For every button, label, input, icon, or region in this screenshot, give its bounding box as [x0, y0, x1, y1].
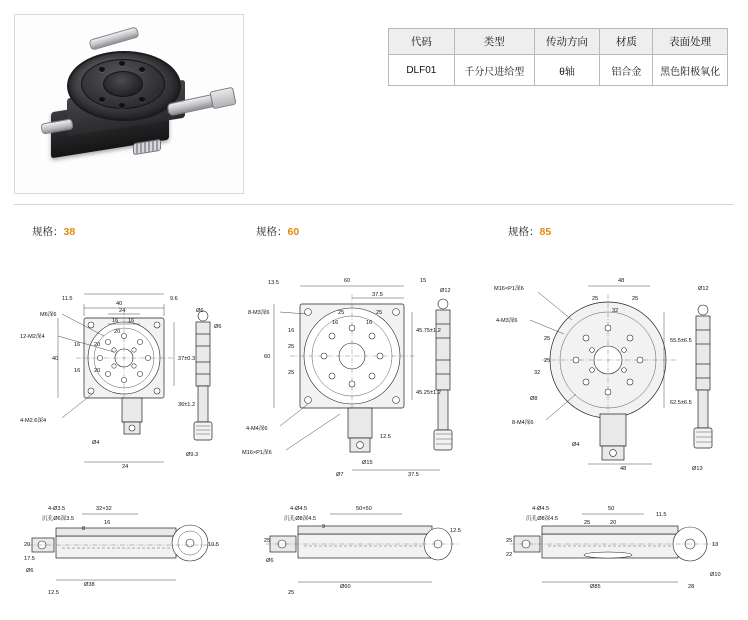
- svg-text:Ø13: Ø13: [692, 466, 703, 472]
- svg-text:25: 25: [264, 538, 271, 544]
- svg-text:25: 25: [544, 358, 551, 364]
- svg-text:4-Ø3.5: 4-Ø3.5: [48, 506, 66, 512]
- th-code: 代码: [389, 29, 455, 55]
- disc-hole: [99, 67, 105, 72]
- svg-text:Ø38: Ø38: [84, 582, 95, 588]
- svg-text:25: 25: [288, 590, 295, 596]
- svg-text:37.5: 37.5: [372, 292, 383, 298]
- svg-text:12-M2深4: 12-M2深4: [20, 334, 45, 340]
- svg-text:Ø12: Ø12: [440, 288, 451, 294]
- svg-text:沉孔Ø8深4.5: 沉孔Ø8深4.5: [526, 516, 559, 522]
- svg-text:16: 16: [366, 320, 373, 326]
- svg-text:M6深6: M6深6: [40, 312, 57, 318]
- svg-text:40: 40: [52, 356, 59, 362]
- th-direction: 传动方向: [534, 29, 600, 55]
- svg-text:4-M2.6深4: 4-M2.6深4: [20, 418, 47, 424]
- svg-text:16: 16: [74, 368, 81, 374]
- svg-text:24: 24: [122, 464, 129, 470]
- svg-text:25: 25: [338, 310, 345, 316]
- svg-text:32×32: 32×32: [96, 506, 112, 512]
- svg-text:25: 25: [288, 370, 295, 376]
- svg-text:25: 25: [632, 296, 639, 302]
- svg-text:沉孔Ø8深4.5: 沉孔Ø8深4.5: [284, 516, 317, 522]
- svg-text:32: 32: [612, 308, 619, 314]
- disc-hole: [139, 97, 145, 102]
- svg-text:40: 40: [116, 301, 123, 307]
- svg-text:17.5: 17.5: [24, 556, 35, 562]
- svg-text:4-Ø4.5: 4-Ø4.5: [290, 506, 308, 512]
- svg-text:Ø7: Ø7: [336, 472, 344, 478]
- drawing-85-side-view: [504, 498, 730, 602]
- svg-text:25: 25: [288, 344, 295, 350]
- svg-text:25: 25: [592, 296, 599, 302]
- group-prefix: 规格：: [256, 226, 288, 238]
- group-size: 38: [63, 226, 76, 238]
- svg-text:8-M3深6: 8-M3深6: [248, 310, 270, 316]
- product-photo: [14, 14, 244, 194]
- svg-text:60: 60: [264, 354, 271, 360]
- svg-text:55.5±6.5: 55.5±6.5: [670, 338, 692, 344]
- drawing-60-side-view: [262, 498, 470, 602]
- svg-text:37.5: 37.5: [408, 472, 419, 478]
- svg-text:16: 16: [112, 318, 119, 324]
- svg-text:16: 16: [74, 342, 81, 348]
- th-material: 材质: [600, 29, 653, 55]
- svg-text:20: 20: [114, 329, 121, 335]
- group-label-85: [508, 224, 551, 239]
- svg-text:50: 50: [608, 506, 615, 512]
- rotary-disc-center: [103, 71, 143, 97]
- th-type: 类型: [454, 29, 534, 55]
- disc-hole: [139, 67, 145, 72]
- svg-text:9.6: 9.6: [170, 296, 178, 302]
- cell-material: 铝合金: [600, 55, 653, 86]
- svg-text:16: 16: [128, 318, 135, 324]
- svg-text:28: 28: [688, 584, 695, 590]
- spec-table: [388, 28, 728, 86]
- svg-text:16: 16: [288, 328, 295, 334]
- group-prefix: 规格：: [508, 226, 540, 238]
- svg-text:M16×P1深6: M16×P1深6: [242, 450, 272, 456]
- svg-text:25: 25: [506, 538, 513, 544]
- th-finish: 表面处理: [653, 29, 728, 55]
- svg-text:16: 16: [332, 320, 339, 326]
- section-divider: [14, 204, 734, 205]
- svg-text:20: 20: [94, 368, 101, 374]
- svg-text:15: 15: [420, 278, 427, 284]
- group-size: 60: [287, 226, 300, 238]
- svg-text:Ø12: Ø12: [698, 286, 709, 292]
- svg-text:20: 20: [610, 520, 617, 526]
- disc-hole: [119, 61, 125, 66]
- svg-text:37±0.3: 37±0.3: [178, 356, 196, 362]
- svg-text:48: 48: [618, 278, 625, 284]
- svg-text:16: 16: [104, 520, 111, 526]
- svg-text:13: 13: [712, 542, 719, 548]
- svg-text:4-Ø4.5: 4-Ø4.5: [532, 506, 550, 512]
- svg-text:36±1.2: 36±1.2: [178, 402, 196, 408]
- svg-text:60: 60: [344, 278, 351, 284]
- svg-text:13.5: 13.5: [268, 280, 279, 286]
- svg-text:50×50: 50×50: [356, 506, 372, 512]
- svg-text:25: 25: [544, 336, 551, 342]
- svg-text:4-M4深6: 4-M4深6: [246, 426, 268, 432]
- drawing-60-top-view: [240, 262, 476, 488]
- micrometer-thimble: [209, 87, 236, 110]
- disc-hole: [119, 103, 125, 108]
- adjust-screw-top: [88, 26, 139, 50]
- svg-text:45.25±1.2: 45.25±1.2: [416, 390, 441, 396]
- drawing-38-side-view: [22, 498, 238, 602]
- svg-text:Ø6: Ø6: [196, 308, 204, 314]
- group-size: 85: [539, 226, 552, 238]
- svg-text:8-M4深6: 8-M4深6: [512, 420, 534, 426]
- disc-hole: [99, 97, 105, 102]
- group-prefix: 规格：: [32, 226, 64, 238]
- cell-direction: θ轴: [534, 55, 600, 86]
- svg-text:Ø10: Ø10: [710, 572, 721, 578]
- product-photo-illustration: [15, 15, 243, 193]
- svg-text:62.5±6.5: 62.5±6.5: [670, 400, 692, 406]
- drawing-38-top-view: [18, 276, 244, 488]
- svg-text:Ø9.3: Ø9.3: [186, 452, 199, 458]
- table-row: [389, 55, 728, 86]
- svg-text:9: 9: [322, 524, 326, 530]
- svg-text:11.5: 11.5: [656, 512, 667, 518]
- svg-text:22: 22: [506, 552, 513, 558]
- svg-text:Ø60: Ø60: [340, 584, 351, 590]
- svg-text:32: 32: [534, 370, 541, 376]
- cell-finish: 黑色阳极氧化: [653, 55, 728, 86]
- svg-text:Ø4: Ø4: [572, 442, 580, 448]
- svg-text:10.5: 10.5: [208, 542, 219, 548]
- svg-text:12.5: 12.5: [450, 528, 461, 534]
- svg-text:12.5: 12.5: [48, 590, 59, 596]
- group-label-38: [32, 224, 75, 239]
- svg-text:24: 24: [119, 308, 126, 314]
- svg-text:Ø8: Ø8: [530, 396, 538, 402]
- svg-text:Ø6: Ø6: [266, 558, 274, 564]
- svg-text:Ø6: Ø6: [26, 568, 34, 574]
- group-label-60: [256, 224, 299, 239]
- svg-text:25: 25: [376, 310, 383, 316]
- svg-text:Ø6: Ø6: [214, 324, 222, 330]
- svg-text:Ø15: Ø15: [362, 460, 373, 466]
- spec-table-header-row: [389, 29, 728, 55]
- svg-text:12.5: 12.5: [380, 434, 391, 440]
- svg-text:4-M3深6: 4-M3深6: [496, 318, 518, 324]
- cell-code: DLF01: [389, 55, 455, 86]
- svg-text:20: 20: [24, 542, 31, 548]
- svg-text:Ø4: Ø4: [92, 440, 100, 446]
- svg-text:11.5: 11.5: [62, 296, 73, 302]
- svg-text:25: 25: [584, 520, 591, 526]
- svg-text:Ø85: Ø85: [590, 584, 601, 590]
- svg-text:20: 20: [94, 342, 101, 348]
- svg-text:M16×P1深6: M16×P1深6: [494, 286, 524, 292]
- svg-text:沉孔Ø6深3.5: 沉孔Ø6深3.5: [42, 516, 75, 522]
- svg-text:48: 48: [620, 466, 627, 472]
- svg-text:8: 8: [82, 526, 86, 532]
- drawing-85-top-view: [492, 264, 736, 490]
- svg-text:45.75±1.2: 45.75±1.2: [416, 328, 441, 334]
- cell-type: 千分尺进给型: [454, 55, 534, 86]
